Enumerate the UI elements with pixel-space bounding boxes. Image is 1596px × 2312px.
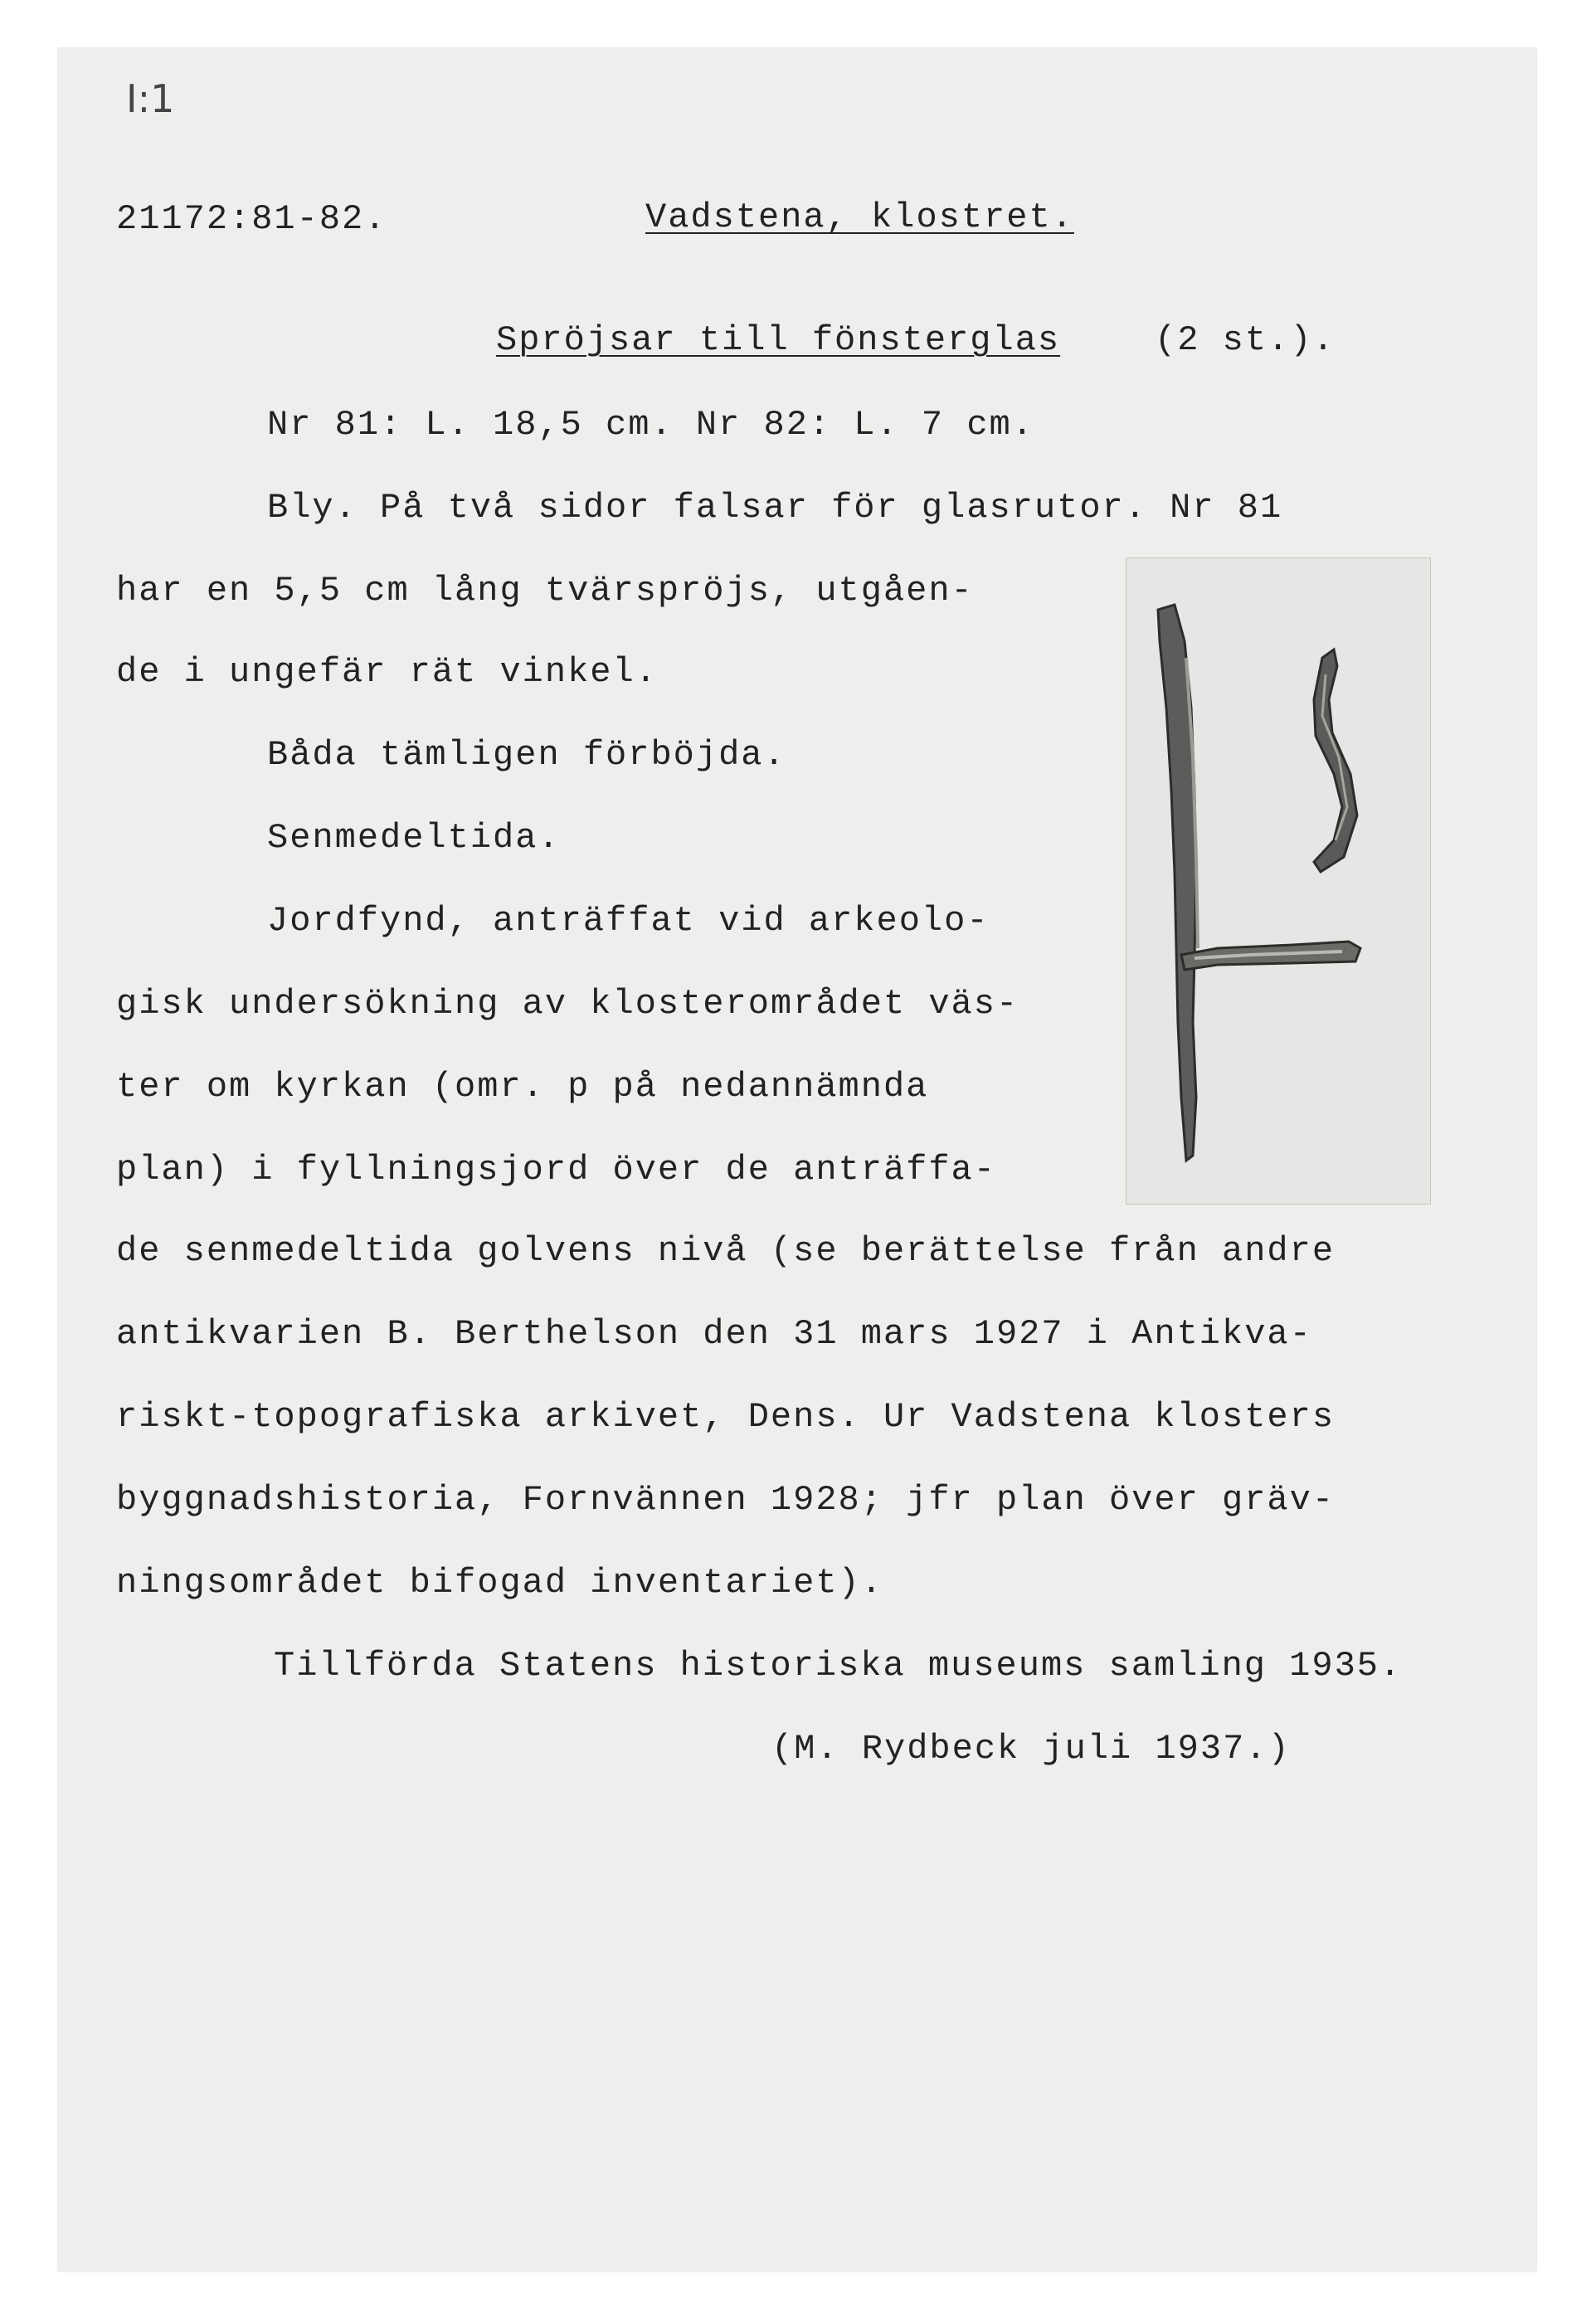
find-context-line: gisk undersökning av klosterområdet väs-: [116, 984, 1019, 1024]
find-context-line: byggnadshistoria, Fornvännen 1928; jfr plan över gräv-: [116, 1480, 1336, 1520]
object-count: (2 st.).: [1155, 320, 1336, 360]
object-photograph: [1126, 557, 1431, 1205]
object-title: Spröjsar till fönsterglas: [496, 320, 1061, 360]
find-context-line: antikvarien B. Berthelson den 31 mars 1927 i Antikva-: [116, 1314, 1312, 1354]
author-signature-line: (M. Rydbeck juli 1937.): [771, 1729, 1291, 1769]
acquisition-line: Tillförda Statens historiska museums samling 1935.: [274, 1646, 1403, 1686]
location-heading: Vadstena, klostret.: [645, 197, 1074, 237]
corner-mark: I:1: [126, 76, 175, 121]
find-context-line: ningsområdet bifogad inventariet).: [116, 1563, 883, 1603]
find-context-line: plan) i fyllningsjord över de anträffa-: [116, 1150, 996, 1190]
lead-cames-image: [1126, 558, 1430, 1204]
inventory-number: 21172:81-82.: [116, 199, 387, 239]
find-context-line: ter om kyrkan (omr. p på nedannämnda: [116, 1067, 929, 1107]
description-line: de i ungefär rät vinkel.: [116, 652, 658, 692]
find-context-line: de senmedeltida golvens nivå (se berättelse från andre: [116, 1231, 1336, 1271]
long-came-shape: [1158, 605, 1196, 1161]
description-line: Bly. På två sidor falsar för glasrutor. Nr 81: [267, 488, 1283, 528]
dating-line: Senmedeltida.: [267, 818, 561, 858]
find-context-line: Jordfynd, anträffat vid arkeolo-: [267, 901, 990, 941]
find-context-line: riskt-topografiska arkivet, Dens. Ur Vadstena klosters: [116, 1397, 1336, 1437]
condition-line: Båda tämligen förböjda.: [267, 735, 786, 775]
measurement-line: Nr 81: L. 18,5 cm. Nr 82: L. 7 cm.: [267, 405, 1034, 445]
description-line: har en 5,5 cm lång tvärspröjs, utgåen-: [116, 571, 974, 611]
